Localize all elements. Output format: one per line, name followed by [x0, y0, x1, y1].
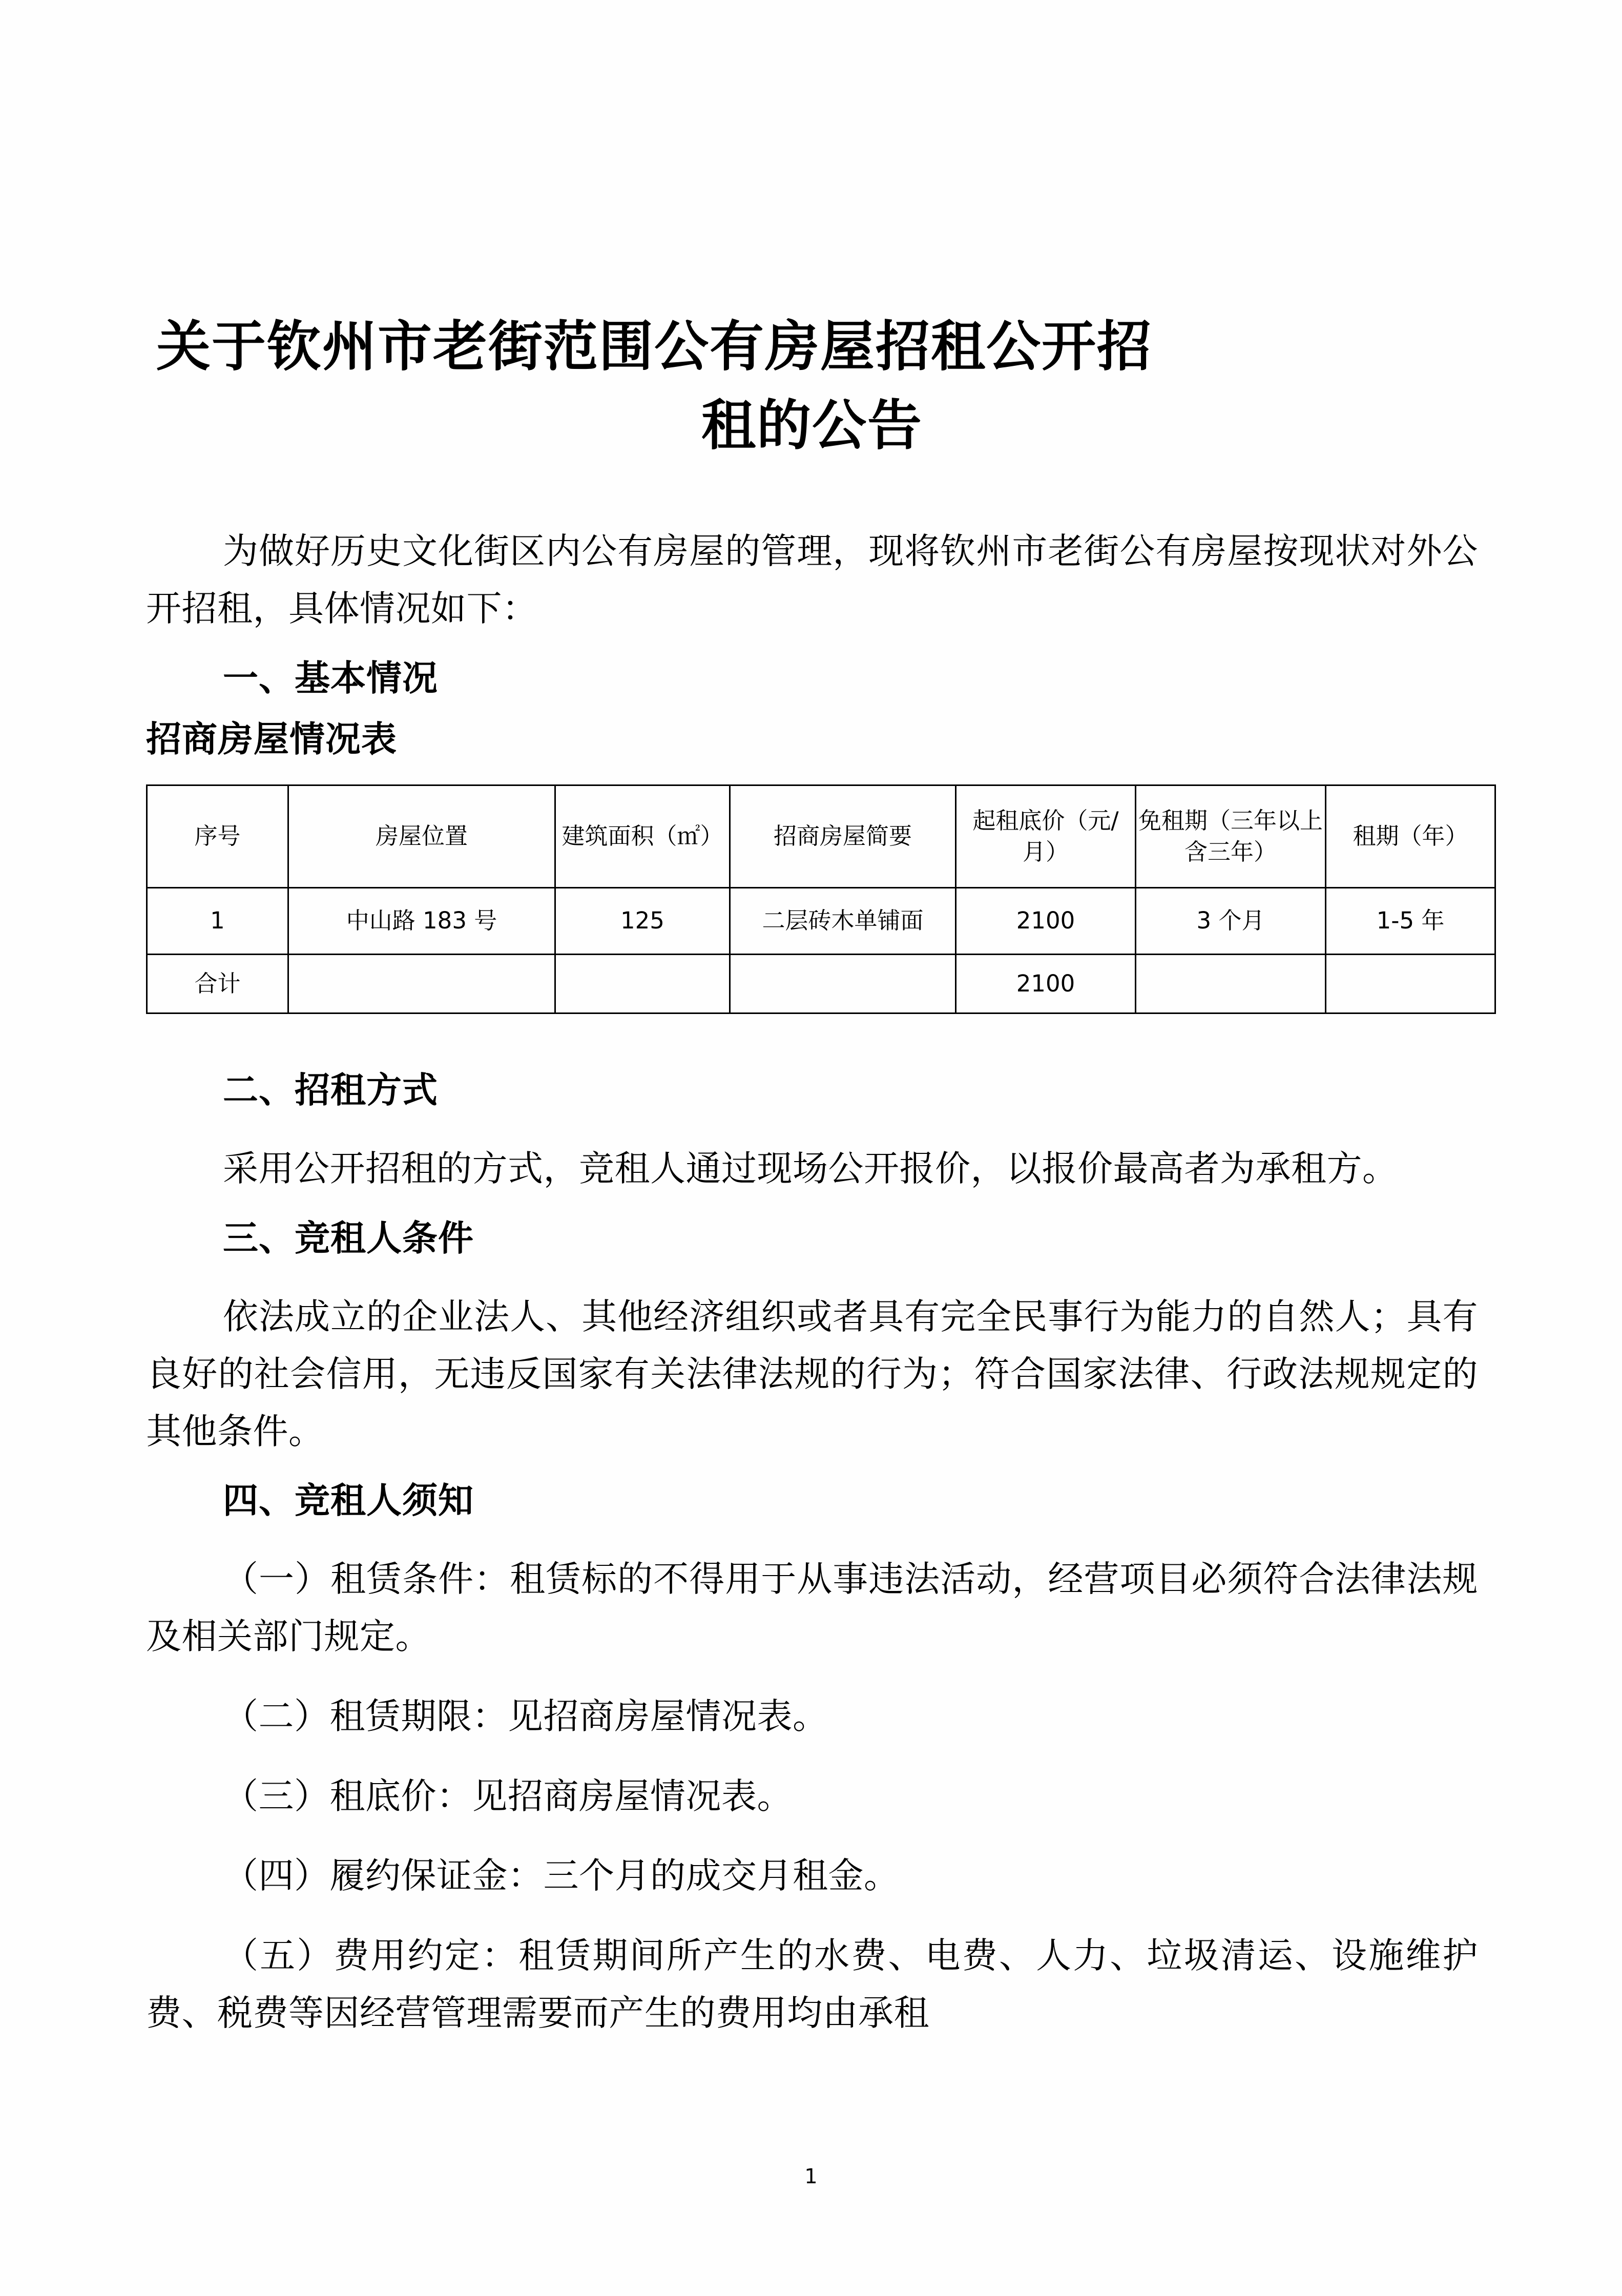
cell-total-label: 合计 — [147, 955, 288, 1013]
housing-table — [146, 784, 1496, 1014]
header-cell-index: 序号 — [147, 785, 288, 888]
section-4-item-4: （四）履约保证金：三个月的成交月租金。 — [223, 1855, 900, 1897]
cell-index: 1 — [147, 888, 288, 955]
cell-base-price: 2100 — [956, 888, 1136, 955]
page-title-line-1: 关于钦州市老街范围公有房屋招租公开招 — [156, 315, 1152, 378]
header-cell-summary: 招商房屋简要 — [730, 785, 956, 888]
cell-term: 1-5 年 — [1326, 888, 1495, 955]
table-caption: 招商房屋情况表 — [146, 718, 397, 760]
header-cell-location: 房屋位置 — [288, 785, 555, 888]
header-cell-rent-free: 免租期（三年以上含三年） — [1136, 785, 1326, 888]
page-title-line-2: 租的公告 — [701, 394, 923, 457]
section-2-paragraph: 采用公开招租的方式，竞租人通过现场公开报价，以报价最高者为承租方。 — [223, 1148, 1398, 1190]
cell-total-area — [555, 955, 730, 1013]
section-4-item-5: （五）费用约定：租赁期间所产生的水费、电费、人力、垃圾清运、设施维护费、税费等因经营管理需要而产生的费用均由承租 — [146, 1935, 1478, 2034]
section-4-item-3: （三）租底价：见招商房屋情况表。 — [223, 1775, 793, 1817]
section-1-heading: 一、基本情况 — [223, 657, 438, 699]
cell-total-location — [288, 955, 555, 1013]
section-4-heading: 四、竞租人须知 — [223, 1480, 474, 1522]
document-body — [146, 0, 1478, 2042]
table-row — [147, 888, 1495, 955]
header-cell-base-price: 起租底价（元/月） — [956, 785, 1136, 888]
section-4-item-2: （二）租赁期限：见招商房屋情况表。 — [223, 1695, 828, 1737]
section-2-heading: 二、招租方式 — [223, 1070, 438, 1111]
cell-summary: 二层砖木单铺面 — [730, 888, 956, 955]
table-header-row — [147, 785, 1495, 888]
housing-table-header — [147, 785, 1495, 888]
header-cell-area: 建筑面积（㎡） — [555, 785, 730, 888]
housing-table-body — [147, 888, 1495, 1013]
section-3-paragraph: 依法成立的企业法人、其他经济组织或者具有完全民事行为能力的自然人；具有良好的社会信用，无违反国家有关法律法规的行为；符合国家法律、行政法规规定的其他条件。 — [146, 1296, 1478, 1452]
table-total-row — [147, 955, 1495, 1013]
cell-area: 125 — [555, 888, 730, 955]
cell-total-summary — [730, 955, 956, 1013]
cell-total-rent-free — [1136, 955, 1326, 1013]
section-4-item-1: （一）租赁条件：租赁标的不得用于从事违法活动，经营项目必须符合法律法规及相关部门规定。 — [146, 1559, 1478, 1657]
cell-rent-free: 3 个月 — [1136, 888, 1326, 955]
page-number: 1 — [804, 2165, 818, 2188]
section-3-heading: 三、竞租人条件 — [223, 1218, 474, 1259]
cell-total-base-price: 2100 — [956, 955, 1136, 1013]
intro-paragraph: 为做好历史文化街区内公有房屋的管理，现将钦州市老街公有房屋按现状对外公开招租，具体情况如下： — [146, 531, 1478, 630]
cell-location: 中山路 183 号 — [288, 888, 555, 955]
cell-total-term — [1326, 955, 1495, 1013]
page-title — [146, 307, 1478, 465]
header-cell-term: 租期（年） — [1326, 785, 1495, 888]
